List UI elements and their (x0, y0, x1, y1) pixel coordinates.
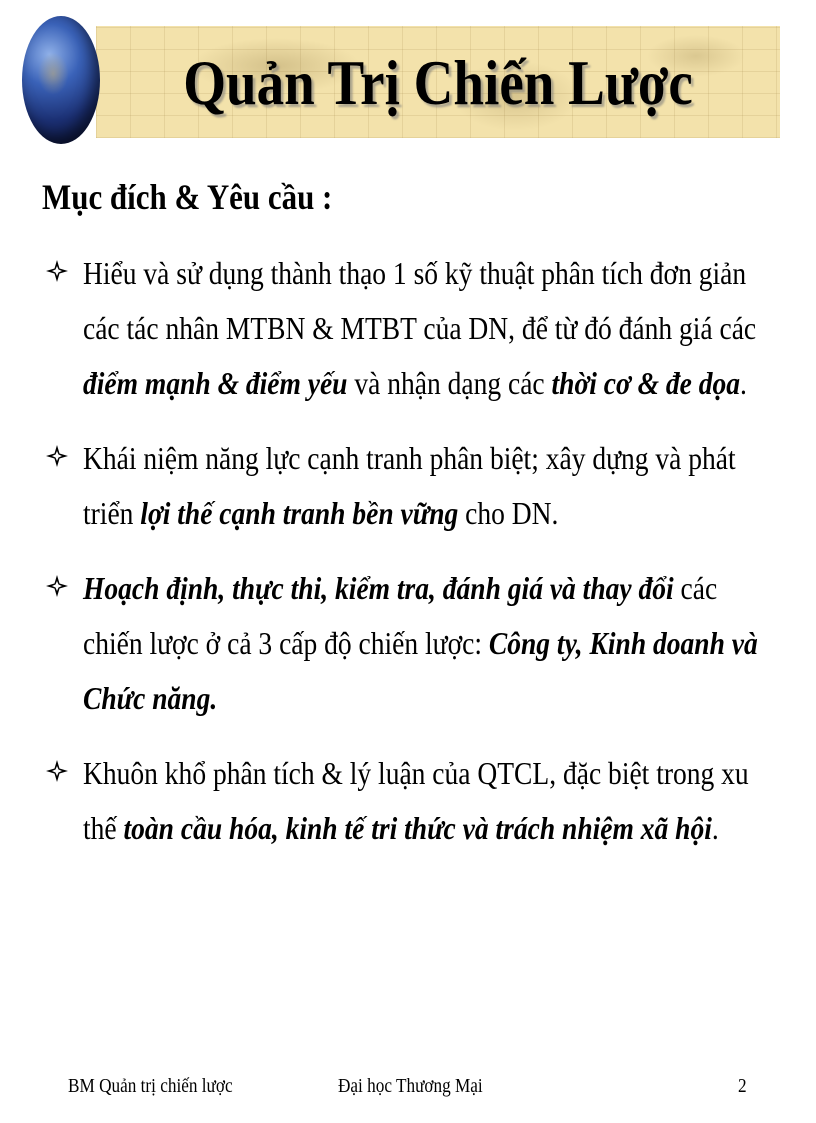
bullet-item (0, 431, 816, 541)
bullet-text: Khái niệm năng lực cạnh tranh phân biệt; xây dựng và phát triển lợi thế cạnh tranh bền vững cho DN. (83, 440, 736, 531)
diamond-bullet-icon (45, 444, 69, 468)
slide-title: Quản Trị Chiến Lược (183, 47, 693, 118)
diamond-bullet-icon (45, 574, 69, 598)
diamond-bullet-icon (45, 759, 69, 783)
bullet-item (0, 246, 816, 411)
bullet-text: Khuôn khổ phân tích & lý luận của QTCL, đặc biệt trong xu thế toàn cầu hóa, kinh tế tri thức và trách nhiệm xã hội. (83, 755, 749, 846)
bullet-text: Hoạch định, thực thi, kiểm tra, đánh giá và thay đổi các chiến lược ở cả 3 cấp độ chiến lược: Công ty, Kinh doanh và Chức năng. (83, 570, 758, 716)
bullet-item (0, 746, 816, 856)
bullet-list (0, 246, 816, 876)
section-heading: Mục đích & Yêu cầu : (42, 177, 333, 217)
globe-icon (22, 16, 100, 144)
page-number: 2 (738, 1075, 747, 1097)
bullet-text: Hiểu và sử dụng thành thạo 1 số kỹ thuật phân tích đơn giản các tác nhân MTBN & MTBT của DN, để từ đó đánh giá các điểm mạnh & điểm yếu và nhận dạng các thời cơ & đe dọa. (83, 255, 757, 401)
footer-university: Đại học Thương Mại (338, 1075, 483, 1097)
diamond-bullet-icon (45, 259, 69, 283)
bullet-item (0, 561, 816, 726)
footer-department: BM Quản trị chiến lược (68, 1075, 233, 1097)
